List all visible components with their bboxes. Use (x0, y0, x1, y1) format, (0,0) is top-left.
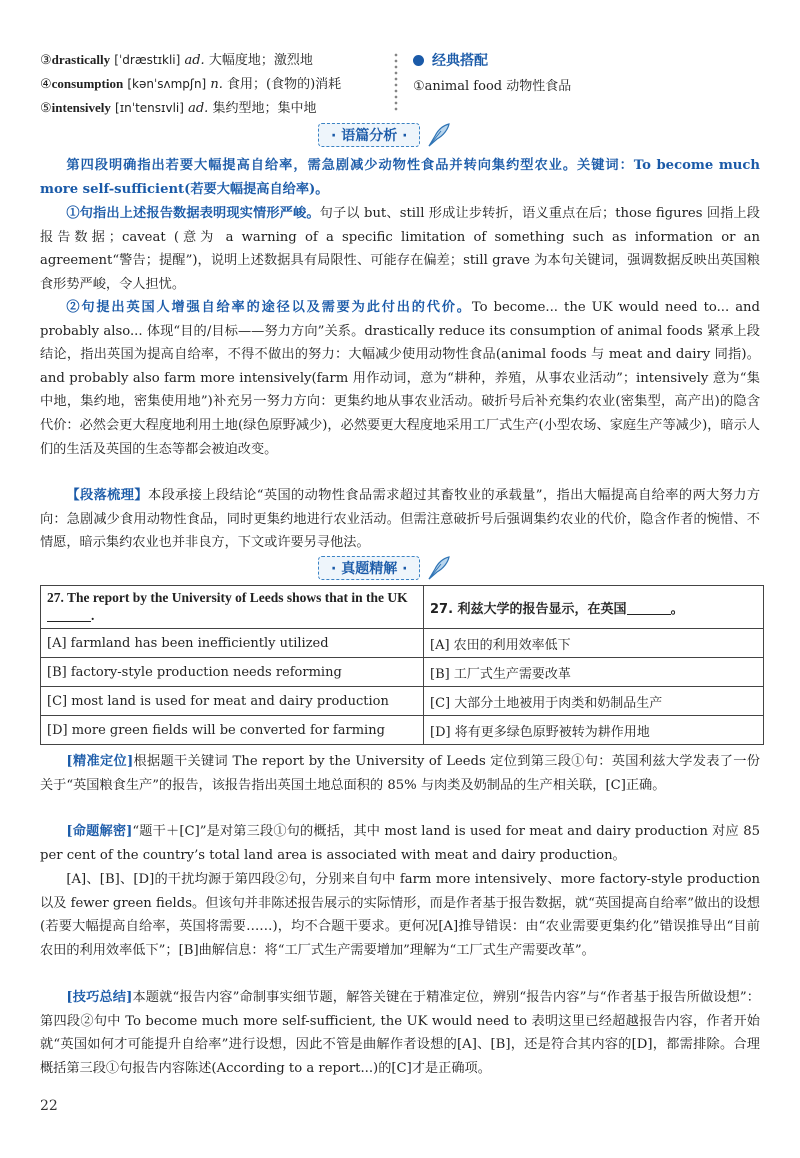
question-en: 27. The report by the University of Leeds shows that in the UK . (41, 586, 424, 629)
question-row (41, 586, 764, 629)
option-c-cn: [C] 大部分土地被用于肉类和奶制品生产 (424, 687, 764, 716)
option-a-cn: [A] 农田的利用效率低下 (424, 629, 764, 658)
quill-pen-icon (425, 122, 451, 148)
question-cn: 27. 利兹大学的报告显示，在英国 。 (424, 586, 764, 629)
option-row (41, 687, 764, 716)
analysis-sentence-2: ②句提出英国人增强自给率的途径以及需要为此付出的代价。To become... the UK would need to... and probably also... 体现“目的/目标——努力方向”关系。drastically reduce its consumption of animal foods 紧承上段结论，指出英国为提高自给率，不得不做出的努力：大幅减少使用动物性食品(animal foods 与 meat and dairy 同指)。and probably also farm more intensively(farm 用作动词，意为“耕种，养殖，从事农业活动”；intensively 意为“集中地，集约地，密集使用地”)补充另一努力方向：更集约地从事农业活动。破折号后补充集约农业(密集型，高产出)的隐含代价：必然会更大程度地利用土地(绿色原野减少)，必然要更大程度地采用工厂式生产(小型农场、家庭生产等减少)，暗示人们的生活及英国的生态等都会被迫改变。 (40, 300, 760, 457)
collocation-title: 经典搭配 (413, 50, 488, 70)
paragraph-summary: 【段落梳理】本段承接上段结论“英国的动物性食品需求超过其畜牧业的承载量”，指出大幅提高自给率的两大努力方向：急剧减少食用动物性食品，同时更集约地进行农业活动。但需注意破折号后强调集约农业的代价，隐含作者的惋惜、不情愿，暗示集约农业也并非良方，下文或许要另寻他法。 (40, 488, 761, 551)
technique-summary: [技巧总结]本题就“报告内容”命制事实细节题，解答关键在于精准定位，辨别“报告内容”与“作者基于报告所做设想”：第四段②句中 To become much more self-sufficient, the UK would need to 表明这里已经超越报告内容，作者开始就“英国如何才可能提升自给率”进行设想，因此不管是曲解作者设想的[A]、[B]，还是符合其内容的[D]，都需排除。合理概括第三段①句报告内容陈述(According to a report...)的[C]才是正确项。 (40, 990, 760, 1076)
distractor-analysis: [A]、[B]、[D]的干扰均源于第四段②句，分别来自句中 farm more intensively、more factory-style production 以及 fewer green fields。但该句并非陈述报告展示的实际情形，而是作者基于报告数据，就“英国提高自给率”做出的设想(若要大幅提高自给率，英国将需要……)，均不合题干要求。更何况[A]推导错误：由“农业需要更集约化”错误推导出“目前农田的利用效率低下”；[B]曲解信息：将“工厂式生产需要增加”理解为“工厂式生产需要改革”。 (40, 872, 760, 958)
analysis-intro: 第四段明确指出若要大幅提高自给率，需急剧减少动物性食品并转向集约型农业。关键词：To become much more self-sufficient(若要大幅提高自给率)。 (40, 158, 760, 197)
option-row (41, 629, 764, 658)
analysis-sentence-1: ①句指出上述报告数据表明现实情形严峻。句子以 but、still 形成让步转折，语义重点在后；those figures 回指上段报告数据；caveat (意为 a warning of a specific limitation of something such as information or an agreement“警告；提醒”)，说明上述数据具有局限性、可能存在偏差；still grave 为本句关键词，强调数据反映出英国粮食形势严峻，令人担忧。 (40, 206, 760, 292)
option-row (41, 716, 764, 745)
option-row (41, 658, 764, 687)
vocab-item: ③drastically [ˈdræstɪkli] ad. 大幅度地；激烈地 (40, 52, 313, 68)
vocab-item: ④consumption [kənˈsʌmpʃn] n. 食用；(食物的)消耗 (40, 76, 342, 92)
option-b-en: [B] factory-style production needs reforming (41, 658, 424, 687)
vocabulary-list (40, 48, 341, 120)
precise-location: [精准定位]根据题干关键词 The report by the University of Leeds 定位到第三段①句：英国利兹大学发表了一份关于“英国粮食生产”的报告，该报告指出英国土地总面积的 85% 与肉类及奶制品的生产相关联，[C]正确。 (40, 754, 760, 793)
analysis-section-header: · 语篇分析 · (318, 122, 451, 146)
option-c-en: [C] most land is used for meat and dairy production (41, 687, 424, 716)
bullet-icon (413, 55, 424, 66)
option-b-cn: [B] 工厂式生产需要改革 (424, 658, 764, 687)
exam-section-header: · 真题精解 · (318, 555, 451, 579)
column-divider (392, 52, 402, 112)
option-a-en: [A] farmland has been inefficiently utilized (41, 629, 424, 658)
question-table (40, 585, 764, 745)
option-d-cn: [D] 将有更多绿色原野被转为耕作用地 (424, 716, 764, 745)
quill-pen-icon (425, 555, 451, 581)
page-number: 22 (40, 1098, 58, 1114)
collocation-item: ①animal food 动物性食品 (413, 79, 572, 94)
option-d-en: [D] more green fields will be converted for farming (41, 716, 424, 745)
question-decoding: [命题解密]“题干＋[C]”是对第三段①句的概括，其中 most land is used for meat and dairy production 对应 85 per cent of the country’s total land area is associated with meat and dairy production。 (40, 824, 760, 863)
vocab-item: ⑤intensively [ɪnˈtensɪvli] ad. 集约型地；集中地 (40, 100, 317, 116)
